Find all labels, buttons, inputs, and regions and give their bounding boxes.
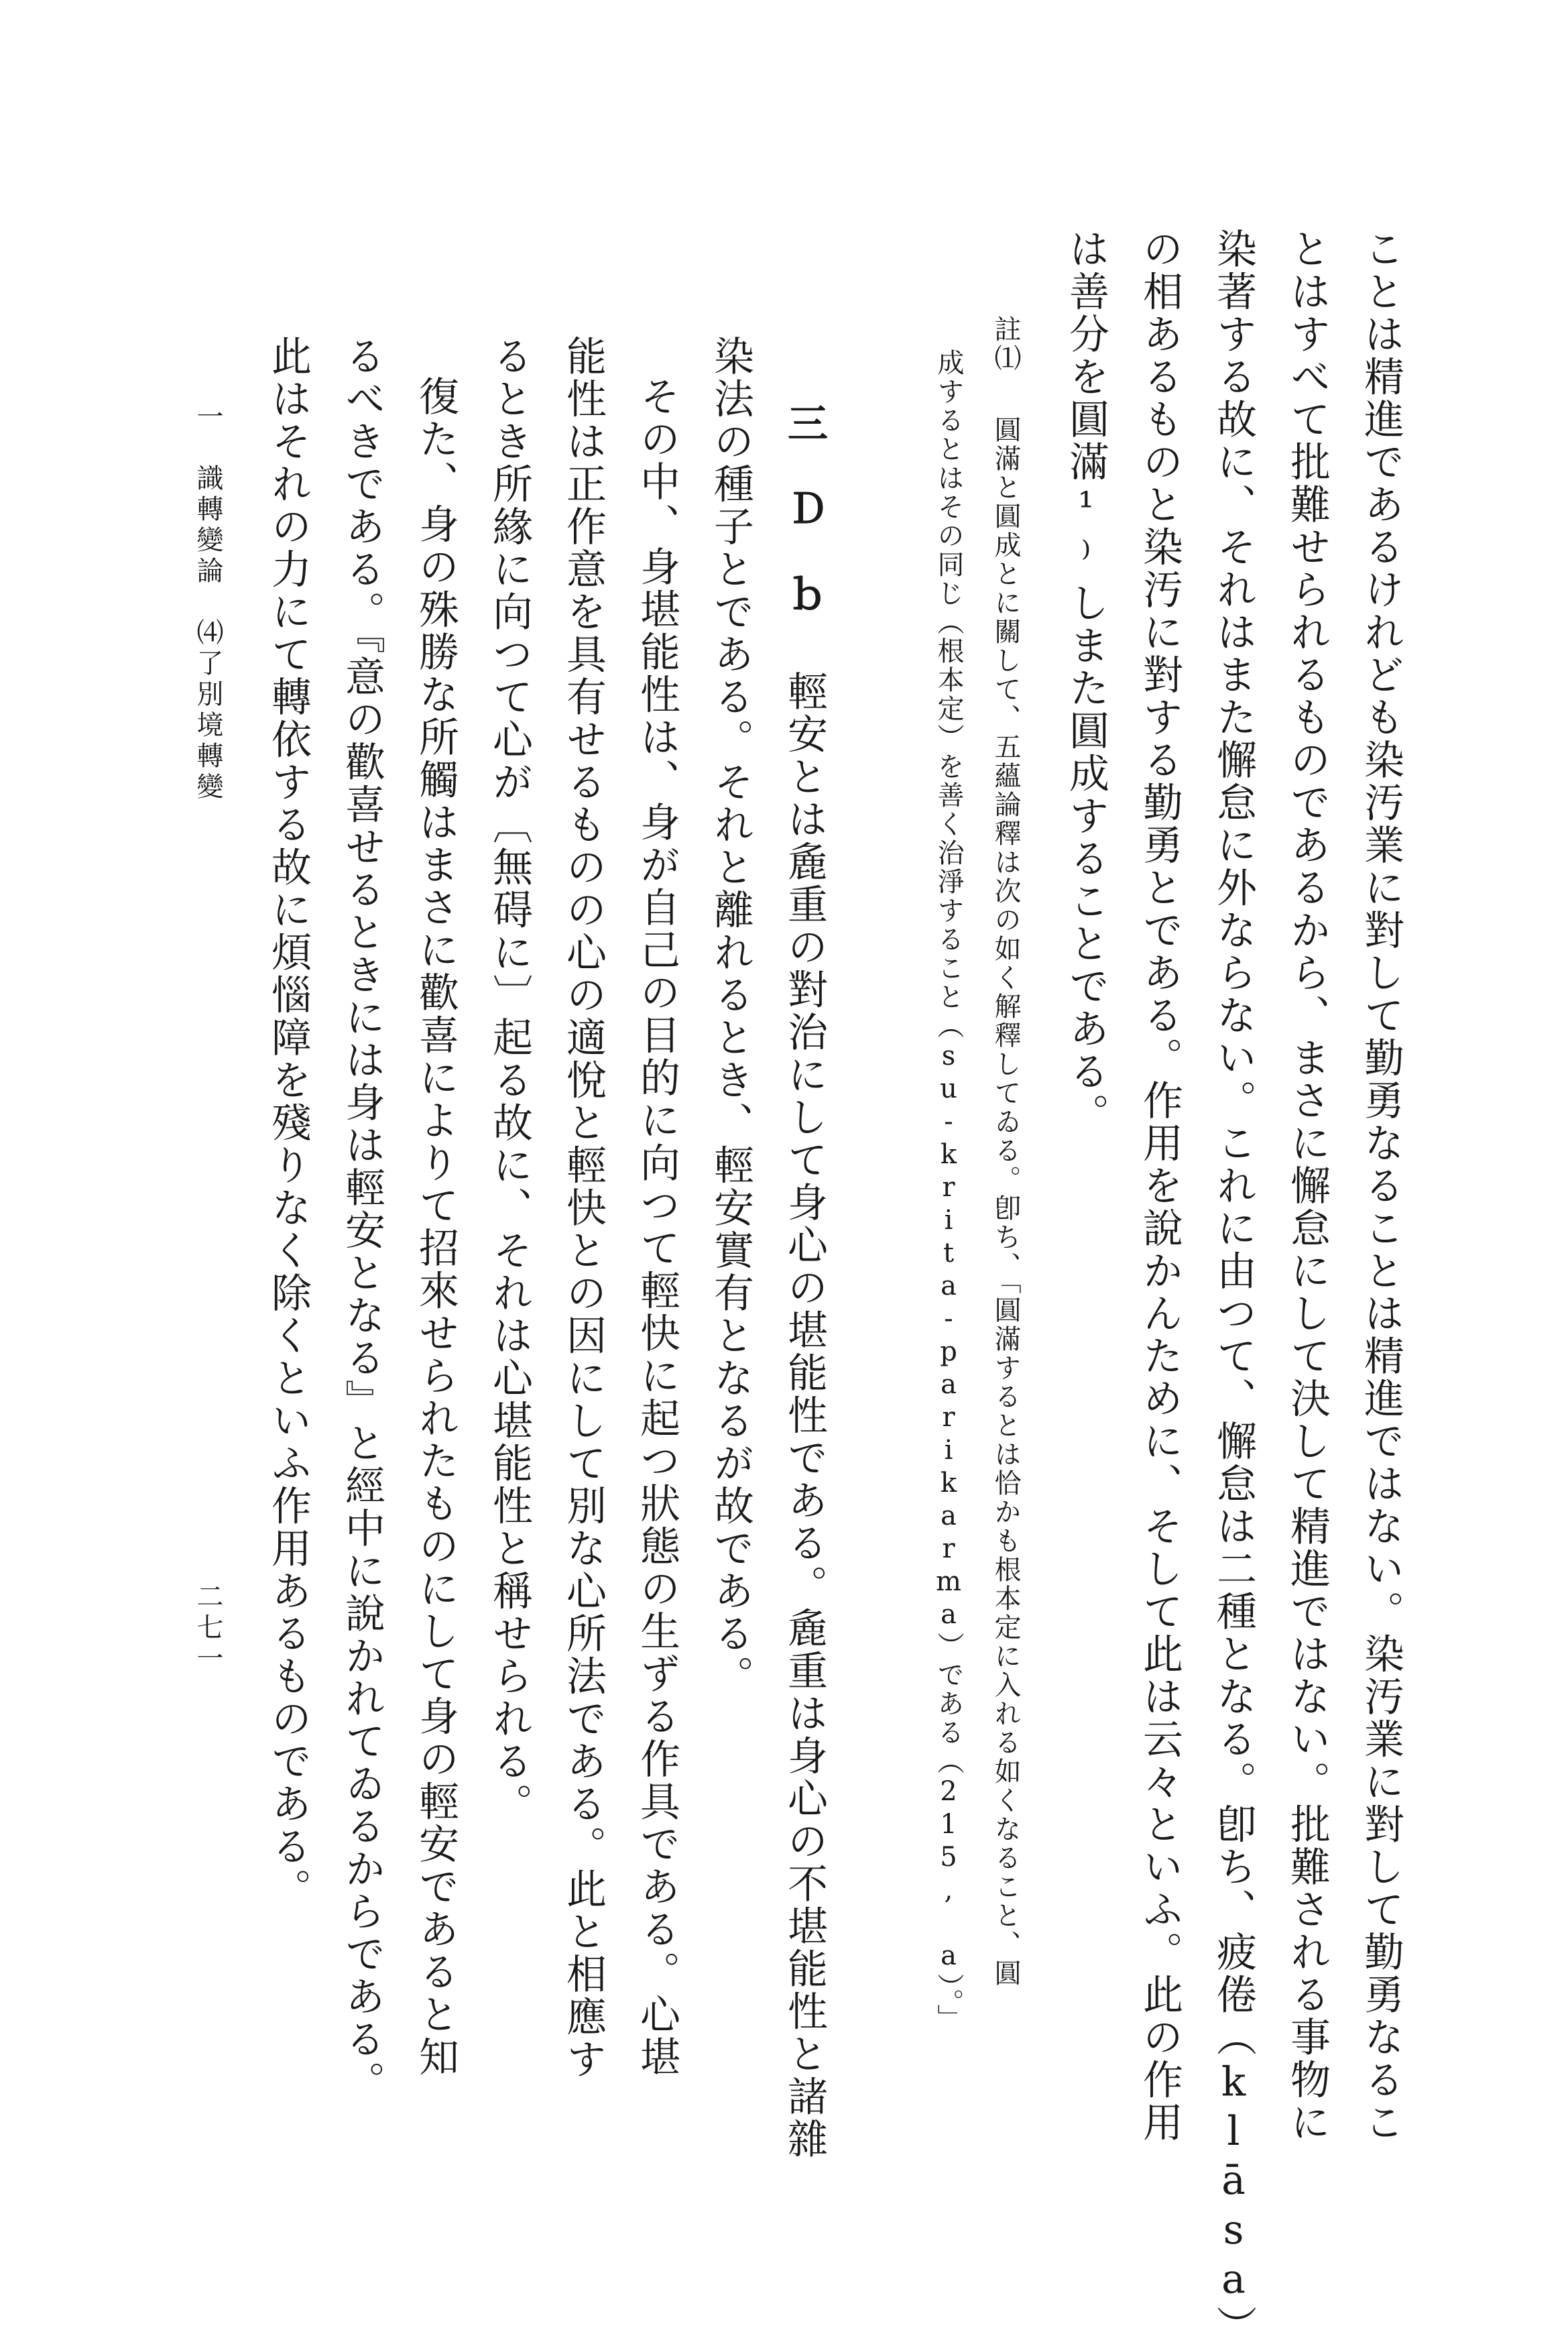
- body-lower-line-3: 能性は正作意を具有せるものの心の適悅と輕快との因にして別な心所法である。此と相應す: [560, 335, 607, 2081]
- page-number: 二七一: [192, 1582, 223, 1675]
- body-lower-line-4: るとき所緣に向つて心が〔無碍に〕起る故に、それは心堪能性と稱せられる。: [486, 335, 533, 1826]
- section-mark: 三 Ｄ ｂ: [781, 402, 828, 615]
- body-lower-line-2: その中、身堪能性は、身が自己の目的に向つて輕快に起つ狀態の生ずる作具である。心堪: [634, 375, 680, 2078]
- section-line-1: 輕安とは麁重の對治にして身心の堪能性である。麁重は身心の不堪能性と諸雜: [781, 670, 828, 2161]
- body-line-2: とはすべて批難せられるものであるから、まさに懈怠にして決して精進ではない。批難される事物に: [1284, 228, 1331, 2144]
- running-header-section-title: 一 識轉變論 ⑷了別境轉變: [192, 402, 223, 803]
- note-line-2: 成するとはその同じ（根本定）を善く治淨すること（su-krita-parikarma）である（215, a）。」: [933, 349, 964, 2033]
- note-line-1: 圓滿と圓成とに關して、五蘊論釋は次の如く解釋してゐる。卽ち、「圓滿するとは恰かも根本定に入れる如くなること、圓: [990, 416, 1021, 1988]
- body-lower-line-6: るべきである。『意の歡喜せるときには身は輕安となる』と經中に說かれてゐるからである。: [339, 335, 385, 2103]
- body-line-5: は善分を圓滿¹⁾しまた圓成することである。: [1063, 228, 1109, 1136]
- body-lower-line-5: 復た、身の殊勝な所觸はまさに歡喜によりて招來せられたものにして身の輕安であると知: [412, 375, 459, 2078]
- body-line-4: の相あるものと染汚に對する勤勇とである。作用を說かんために、そして此は云々といふ。此の作用: [1136, 228, 1183, 2144]
- body-line-1: ことは精進であるけれども染汚業に對して勤勇なることは精進ではない。染汚業に對して勤勇なるこ: [1358, 228, 1404, 2144]
- body-line-3: 染著する故に、それはまた懈怠に外ならない。これに由つて、懈怠は二種となる。卽ち、疲倦（klāsa）: [1210, 228, 1257, 2348]
- body-lower-line-7: 此はそれの力にて轉依する故に煩惱障を殘りなく除くといふ作用あるものである。: [265, 335, 312, 1911]
- body-lower-line-1: 染法の種子とである。それと離れるとき、輕安實有となるが故である。: [707, 335, 754, 1698]
- note-label: 註⑴: [990, 315, 1021, 373]
